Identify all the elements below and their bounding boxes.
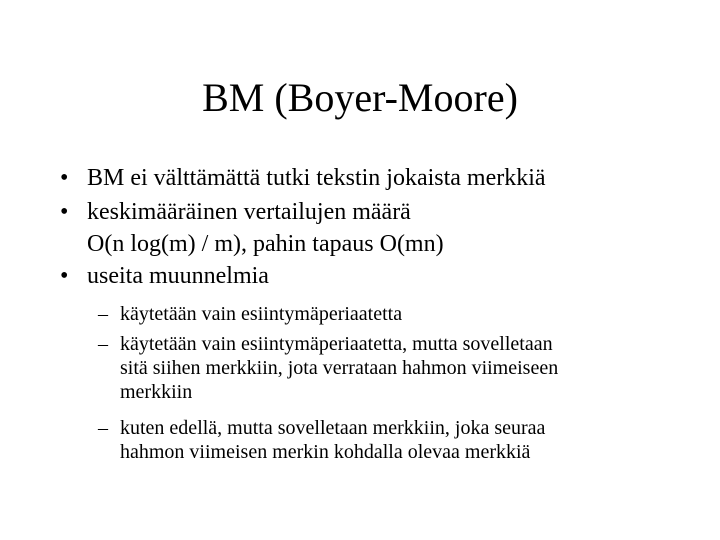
sub-bullet-text <box>120 302 402 326</box>
sub-bullet-text <box>120 416 545 464</box>
sub-bullet-line: käytetään vain esiintymäperiaatetta <box>120 303 403 325</box>
sub-bullet-line: hahmon viimeisen merkin kohdalla olevaa merkkiä <box>120 441 531 463</box>
bullet-text <box>87 162 546 194</box>
sub-bullet-line: sitä siihen merkkiin, jota verrataan hahmon viimeiseen <box>120 357 559 379</box>
bullet-marker: • <box>60 263 69 289</box>
sub-bullet-line: kuten edellä, mutta sovelletaan merkkiin, joka seuraa <box>120 417 546 439</box>
bullet-line: BM ei välttämättä tutki tekstin jokaista merkkiä <box>87 165 546 191</box>
sub-bullet-text <box>120 332 558 404</box>
bullet-marker: • <box>60 199 69 225</box>
bullet-line: O(n log(m) / m), pahin tapaus O(mn) <box>87 231 444 257</box>
bullet-text <box>87 196 444 260</box>
bullet-line: useita muunnelmia <box>87 263 269 289</box>
sub-bullet-line: käytetään vain esiintymäperiaatetta, mutta sovelletaan <box>120 333 553 355</box>
bullet-text <box>87 260 269 292</box>
bullet-line: keskimääräinen vertailujen määrä <box>87 199 411 225</box>
sub-bullet-marker: – <box>98 417 108 439</box>
bullet-marker: • <box>60 165 69 191</box>
slide-title: BM (Boyer-Moore) <box>202 75 518 120</box>
sub-bullet-marker: – <box>98 333 108 355</box>
sub-bullet-marker: – <box>98 303 108 325</box>
sub-bullet-line: merkkiin <box>120 381 193 403</box>
